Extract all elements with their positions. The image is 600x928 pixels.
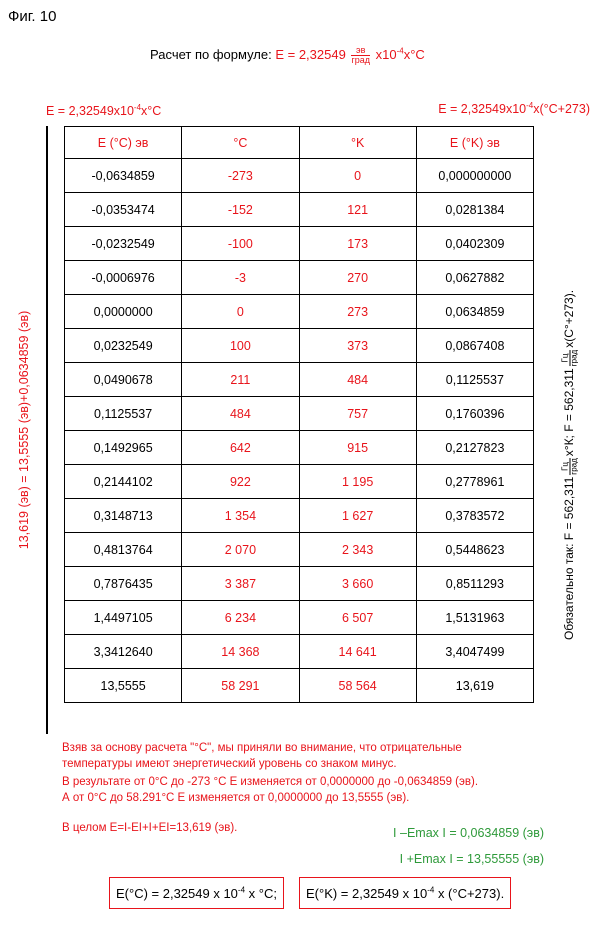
emax-plus: I +Emax I = 13,55555 (эв)	[399, 852, 544, 866]
cell-k: 58 564	[299, 669, 416, 703]
cell-e-c: -0,0353474	[65, 193, 182, 227]
cell-e-k: 0,0402309	[416, 227, 533, 261]
table-row	[65, 159, 534, 193]
box-formula-k	[299, 877, 511, 909]
emax-minus: I –Emax I = 0,0634859 (эв)	[393, 826, 544, 840]
label-left-tail: х°С	[141, 104, 162, 118]
table-row	[65, 465, 534, 499]
cell-k: 2 343	[299, 533, 416, 567]
side-right-frac-2	[562, 350, 579, 366]
side-right-frac-1	[562, 458, 579, 474]
side-right-frac-2-num: Гц	[562, 350, 571, 366]
side-right-p2: х°К; F = 562,311	[562, 368, 577, 457]
table-row	[65, 261, 534, 295]
cell-e-k: 0,0867408	[416, 329, 533, 363]
formula-frac-num: эв	[351, 46, 370, 56]
box-k-exp: -4	[427, 885, 435, 895]
cell-c: 211	[182, 363, 299, 397]
cell-e-k: 0,0634859	[416, 295, 533, 329]
formula-fraction	[351, 46, 370, 65]
side-right-p1: Обязательно так: F = 562,311	[562, 476, 577, 641]
figure-label: Фиг. 10	[8, 8, 57, 25]
cell-c: 484	[182, 397, 299, 431]
cell-e-c: 0,4813764	[65, 533, 182, 567]
side-right-frac-1-num: Гц	[562, 458, 571, 474]
table-row	[65, 499, 534, 533]
table-row	[65, 431, 534, 465]
cell-e-k: 0,3783572	[416, 499, 533, 533]
cell-c: 642	[182, 431, 299, 465]
cell-k: 173	[299, 227, 416, 261]
table-row	[65, 363, 534, 397]
cell-c: -273	[182, 159, 299, 193]
formula-suffix: х°С	[403, 46, 425, 62]
note-line-5: В целом E=I-EI+I+EI=13,619 (эв).	[62, 822, 238, 834]
cell-e-k: 0,0281384	[416, 193, 533, 227]
note-line-2: температуры имеют энергетический уровень со знаком минус.	[62, 758, 397, 770]
side-right-frac-1-den: град	[569, 458, 579, 475]
note-line-4: А от 0°С до 58.291°С E изменяется от 0,0000000 до 13,5555 (эв).	[62, 792, 410, 804]
side-right-frac-2-den: град	[569, 349, 579, 367]
cell-k: 484	[299, 363, 416, 397]
cell-k: 6 507	[299, 601, 416, 635]
formula-mid: х10	[371, 46, 397, 62]
label-left	[46, 104, 161, 118]
cell-e-c: -0,0634859	[65, 159, 182, 193]
label-right	[438, 102, 590, 116]
cell-c: 58 291	[182, 669, 299, 703]
table-row	[65, 397, 534, 431]
cell-e-k: 0,1125537	[416, 363, 533, 397]
formula-prefix: Расчет по формуле:	[150, 46, 276, 62]
formula-lhs: E = 2,32549	[275, 46, 350, 62]
table-row	[65, 193, 534, 227]
box-k-text: E(°K) = 2,32549 х 10	[306, 886, 428, 901]
cell-e-c: -0,0232549	[65, 227, 182, 261]
box-c-exp: -4	[237, 885, 246, 895]
left-bracket-line	[46, 126, 48, 734]
header-k: °K	[299, 127, 416, 159]
cell-c: 100	[182, 329, 299, 363]
cell-e-c: 1,4497105	[65, 601, 182, 635]
cell-k: 14 641	[299, 635, 416, 669]
cell-k: 273	[299, 295, 416, 329]
cell-k: 121	[299, 193, 416, 227]
cell-e-k: 0,1760396	[416, 397, 533, 431]
cell-k: 0	[299, 159, 416, 193]
cell-e-k: 0,2778961	[416, 465, 533, 499]
box-c-tail: х °С;	[245, 886, 277, 901]
cell-e-c: 0,0000000	[65, 295, 182, 329]
cell-c: -3	[182, 261, 299, 295]
side-right-formula	[562, 290, 579, 640]
box-k-tail: х (°С+273).	[434, 886, 505, 901]
cell-e-c: 13,5555	[65, 669, 182, 703]
cell-e-c: -0,0006976	[65, 261, 182, 295]
cell-e-c: 0,1125537	[65, 397, 182, 431]
cell-e-c: 0,0490678	[65, 363, 182, 397]
cell-e-c: 0,3148713	[65, 499, 182, 533]
table-row	[65, 329, 534, 363]
label-left-exp: -4	[133, 102, 142, 112]
box-formula-c	[109, 877, 284, 909]
table-row	[65, 635, 534, 669]
cell-k: 915	[299, 431, 416, 465]
header-e-k: E (°K) эв	[416, 127, 533, 159]
table-row	[65, 295, 534, 329]
cell-e-k: 0,0627882	[416, 261, 533, 295]
cell-c: 14 368	[182, 635, 299, 669]
table-row	[65, 227, 534, 261]
cell-c: 2 070	[182, 533, 299, 567]
cell-e-c: 3,3412640	[65, 635, 182, 669]
header-e-c: E (°C) эв	[65, 127, 182, 159]
cell-c: -152	[182, 193, 299, 227]
cell-k: 373	[299, 329, 416, 363]
cell-c: 922	[182, 465, 299, 499]
label-right-text: E = 2,32549х10	[438, 102, 527, 116]
table-header-row	[65, 127, 534, 159]
cell-e-c: 0,1492965	[65, 431, 182, 465]
formula-exp: -4	[396, 46, 404, 56]
cell-c: 1 354	[182, 499, 299, 533]
table-row	[65, 601, 534, 635]
box-c-text: E(°C) = 2,32549 х 10	[116, 886, 238, 901]
table-row	[65, 567, 534, 601]
cell-k: 1 195	[299, 465, 416, 499]
cell-c: -100	[182, 227, 299, 261]
cell-e-c: 0,0232549	[65, 329, 182, 363]
cell-e-k: 1,5131963	[416, 601, 533, 635]
cell-k: 270	[299, 261, 416, 295]
side-right-p3: х(С°+273).	[562, 289, 577, 348]
formula-frac-den: град	[351, 55, 370, 65]
cell-e-c: 0,2144102	[65, 465, 182, 499]
cell-c: 0	[182, 295, 299, 329]
energy-table	[64, 126, 534, 703]
cell-e-k: 0,8511293	[416, 567, 533, 601]
cell-k: 3 660	[299, 567, 416, 601]
header-c: °C	[182, 127, 299, 159]
cell-e-c: 0,7876435	[65, 567, 182, 601]
cell-e-k: 0,2127823	[416, 431, 533, 465]
label-left-text: E = 2,32549х10	[46, 104, 134, 118]
cell-e-k: 3,4047499	[416, 635, 533, 669]
cell-e-k: 13,619	[416, 669, 533, 703]
cell-c: 3 387	[182, 567, 299, 601]
cell-k: 1 627	[299, 499, 416, 533]
note-line-3: В результате от 0°С до -273 °С E изменяется от 0,0000000 до -0,0634859 (эв).	[62, 776, 479, 788]
side-left-sum: 13,619 (эв) = 13,5555 (эв)+0,0634859 (эв)	[17, 310, 31, 550]
note-line-1: Взяв за основу расчета "°С", мы приняли во внимание, что отрицательные	[62, 742, 462, 754]
cell-e-k: 0,000000000	[416, 159, 533, 193]
table-row	[65, 533, 534, 567]
label-right-exp: -4	[526, 100, 534, 110]
table-row	[65, 669, 534, 703]
label-right-tail: х(°С+273)	[533, 102, 590, 116]
cell-k: 757	[299, 397, 416, 431]
formula-line	[150, 46, 425, 65]
cell-e-k: 0,5448623	[416, 533, 533, 567]
cell-c: 6 234	[182, 601, 299, 635]
